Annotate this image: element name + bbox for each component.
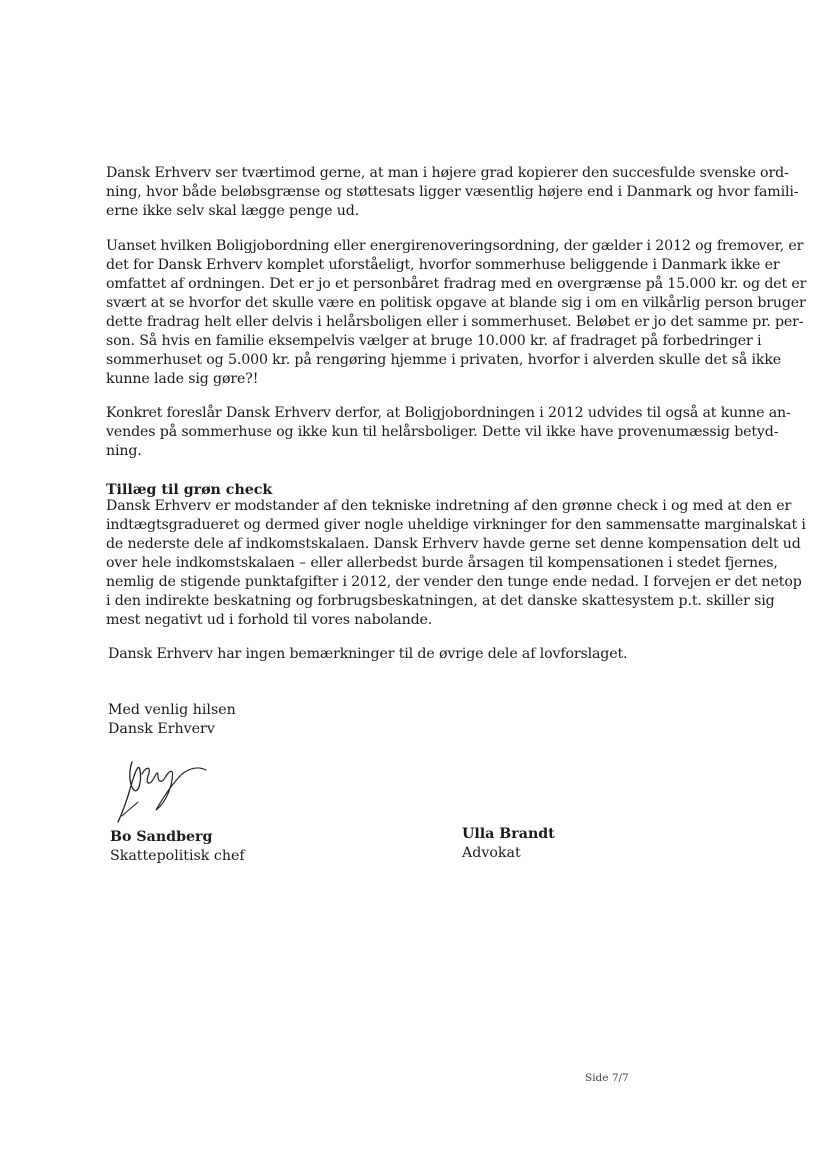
paragraph-line: det for Dansk Erhverv komplet uforståeligt, hvorfor sommerhuse beliggende i Danmark ikke er [106,257,780,273]
paragraph-line: ning, hvor både beløbsgrænse og støttesats ligger væsentlig højere end i Danmark og hvor famili- [106,184,799,200]
paragraph-line: i den indirekte beskatning og forbrugsbeskatningen, at det danske skattesystem p.t. skiller sig [106,593,775,609]
paragraph-line: svært at se hvorfor det skulle være en politisk opgave at blande sig i om en vilkårlig person bruger [106,295,806,311]
paragraph-line: mest negativt ud i forhold til vores nabolande. [106,612,433,628]
paragraph-line: indtægtsgradueret og dermed giver nogle uheldige virkninger for den sammensatte marginalskat i [106,517,806,533]
paragraph-line: Konkret foreslår Dansk Erhverv derfor, at Boligjobordningen i 2012 udvides til også at kunne an- [106,405,791,421]
paragraph-line: vendes på sommerhuse og ikke kun til helårsboliger. Dette vil ikke have provenumæssig betyd- [106,424,779,440]
signer-name: Bo Sandberg [110,829,213,845]
signer-title: Skattepolitisk chef [110,848,245,864]
paragraph-line: ning. [106,443,142,459]
paragraph-line: de nederste dele af indkomstskalaen. Dansk Erhverv havde gerne set denne kompensation delt ud [106,536,801,552]
paragraph-line: nemlig de stigende punktafgifter i 2012, der vender den tunge ende nedad. I forvejen er det netop [106,574,802,590]
paragraph-line: sommerhuset og 5.000 kr. på rengøring hjemme i privaten, hvorfor i alverden skulle det så ikke [106,352,782,368]
paragraph-line: Dansk Erhverv ser tværtimod gerne, at man i højere grad kopierer den succesfulde svenske ord- [106,165,789,181]
paragraph-line: dette fradrag helt eller delvis i helårsboligen eller i sommerhuset. Beløbet er jo det samme pr. per- [106,314,804,330]
page-number: Side 7/7 [585,1072,629,1084]
signer-name: Ulla Brandt [462,826,555,842]
paragraph-line: Uanset hvilken Boligjobordning eller energirenoveringsordning, der gælder i 2012 og fremover, er [106,238,804,254]
closing-greeting: Med venlig hilsen [108,702,236,718]
handwritten-signature-icon [112,752,212,824]
signer-title: Advokat [462,845,521,861]
paragraph-konkret [106,404,791,461]
paragraph-line: erne ikke selv skal lægge penge ud. [106,203,360,219]
paragraph-intro [106,164,799,221]
paragraph-line: Dansk Erhverv har ingen bemærkninger til de øvrige dele af lovforslaget. [108,646,628,662]
paragraph-ingen-bemaerkninger [108,645,723,664]
signer-ulla-brandt [462,825,555,863]
paragraph-line: Dansk Erhverv er modstander af den tekniske indretning af den grønne check i og med at den er [106,498,792,514]
paragraph-groen-check [106,497,806,630]
paragraph-line: kunne lade sig gøre?! [106,371,259,387]
section-heading: Tillæg til grøn check [106,482,273,498]
paragraph-line: son. Så hvis en familie eksempelvis vælger at bruge 10.000 kr. af fradraget på forbedringer i [106,333,762,349]
signer-bo-sandberg [110,828,245,866]
closing-block [108,701,236,739]
paragraph-line: over hele indkomstskalaen – eller allerbedst burde årsagen til kompensationen i stedet fjernes, [106,555,778,571]
paragraph-line: omfattet af ordningen. Det er jo et personbåret fradrag med en overgrænse på 15.000 kr. og det er [106,276,807,292]
paragraph-sommerhuse [106,237,807,389]
closing-organization: Dansk Erhverv [108,721,215,737]
